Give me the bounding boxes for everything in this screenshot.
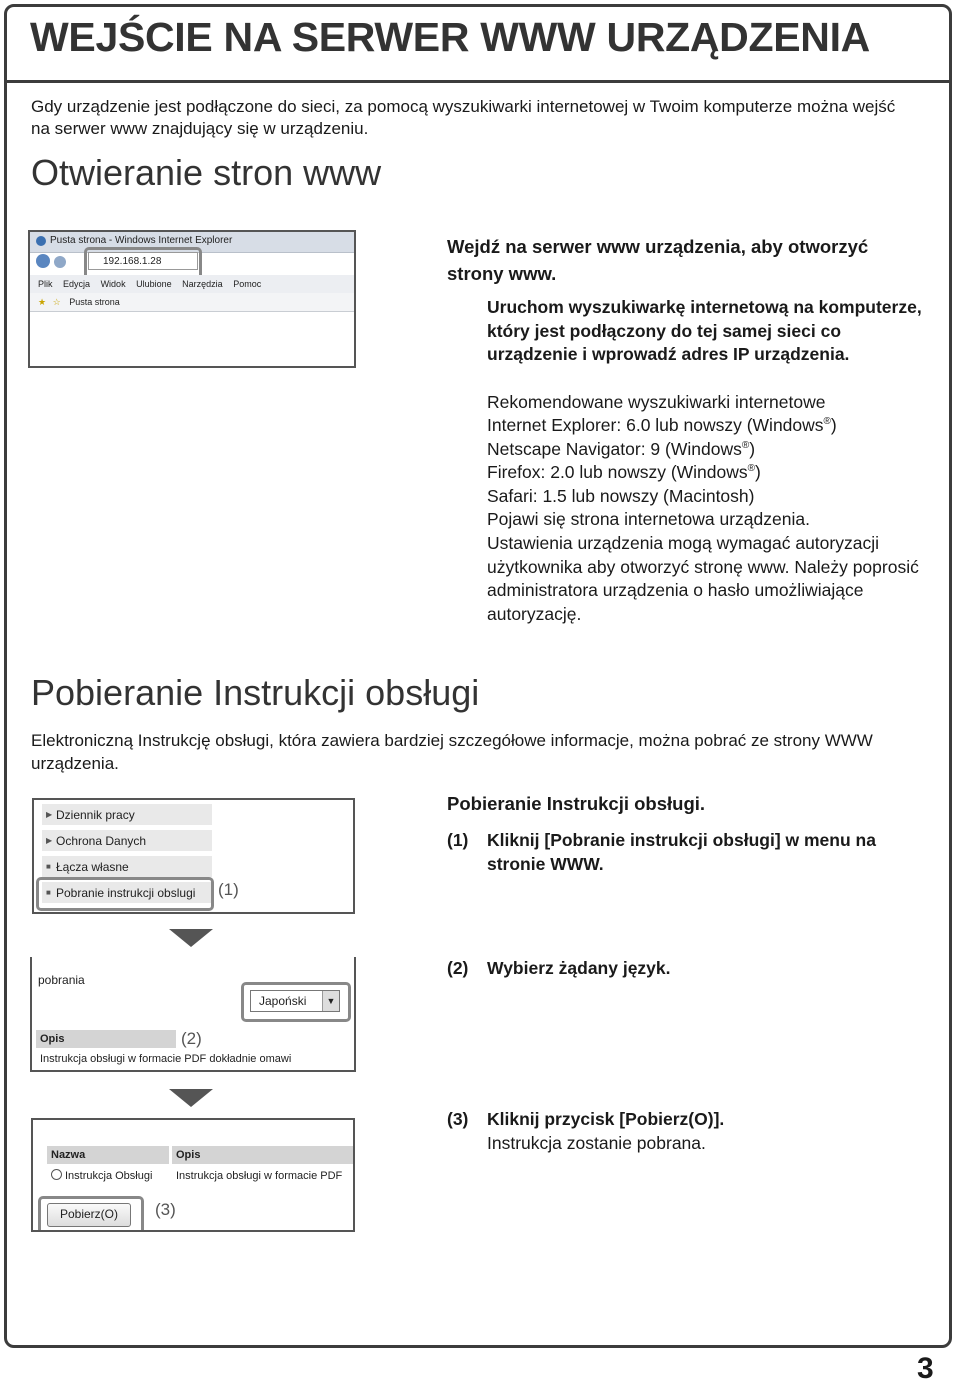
address-value: 192.168.1.28 (103, 256, 162, 267)
browser-window-title: Pusta strona - Windows Internet Explorer (50, 235, 233, 246)
section-heading-open-pages: Otwieranie stron www (31, 152, 382, 193)
column-description: Opis (36, 1030, 176, 1048)
step-text-2: Wybierz żądany język. (487, 958, 671, 978)
step-number-1: (1) (447, 830, 469, 850)
square-icon: ■ (46, 888, 51, 897)
language-select: Japoński ▼ (250, 990, 340, 1012)
step-text-3: Kliknij przycisk [Pobierz(O)]. (487, 1109, 725, 1129)
back-icon (36, 254, 50, 268)
download-label: pobrania (38, 973, 85, 987)
square-icon: ■ (46, 862, 51, 871)
intro-text: Gdy urządzenie jest podłączone do sieci, za pomocą wyszukiwarki internetowej w Twoim komputerze można wejść na serwer www znajdujący się w urządzeniu. (31, 97, 896, 138)
step-sub-3: Instrukcja zostanie pobrana. (487, 1133, 706, 1153)
button-highlight (38, 1196, 144, 1232)
step-number-2: (2) (447, 958, 469, 978)
download-button: Pobierz(O) (47, 1203, 131, 1227)
download-intro-text: Elektroniczną Instrukcję obsługi, która zawiera bardziej szczegółowe informacje, można pobrać ze strony WWW urządzenia. (31, 731, 873, 773)
callout-2: (2) (181, 1029, 202, 1048)
table-row: Instrukcja obsługi w formacie PDF dokładnie omawi (40, 1053, 292, 1065)
chevron-down-icon: ▼ (322, 991, 339, 1011)
browser-req-firefox: Firefox: 2.0 lub nowszy (Windows®) (487, 462, 761, 482)
step-title-download: Pobieranie Instrukcji obsługi. (447, 793, 706, 814)
step-number-3: (3) (447, 1109, 469, 1129)
language-highlight (241, 982, 351, 1022)
menu-item: Narzędzia (182, 279, 223, 289)
page-title: WEJŚCIE NA SERWER WWW URZĄDZENIA (30, 14, 870, 60)
table-row: Instrukcja obsługi w formacie PDF (176, 1170, 343, 1182)
note-authorization: Ustawienia urządzenia mogą wymagać autoryzacji użytkownika aby otworzyć stronę www. Należy poprosić administratora urządzenia o hasło umożliwiające autoryzację. (487, 533, 919, 624)
title-divider (7, 80, 949, 83)
column-name: Nazwa (47, 1146, 169, 1164)
forward-icon (54, 256, 66, 268)
column-description: Opis (172, 1146, 355, 1164)
table-row: Instrukcja Obsługi (47, 1167, 169, 1185)
triangle-right-icon: ▶ (46, 836, 53, 845)
menu-item-job-log: ▶ Dziennik pracy (42, 804, 212, 826)
menu-item-download-manual: ■ Pobranie instrukcji obslugi (42, 882, 212, 904)
arrow-down-icon (169, 1089, 213, 1107)
step-instruction-open: Uruchom wyszukiwarkę internetową na komputerze, który jest podłączony do tej samej sieci co urządzenie i wprowadź adres IP urządzenia. (487, 297, 922, 364)
browser-req-safari: Safari: 1.5 lub nowszy (Macintosh) (487, 486, 755, 506)
menu-item: Ulubione (136, 279, 172, 289)
browser-screenshot (28, 230, 356, 368)
step-title-open: Wejdź na serwer www urządzenia, aby otworzyć strony www. (447, 236, 869, 284)
page-number: 3 (917, 1352, 934, 1385)
callout-3: (3) (155, 1200, 176, 1219)
add-favorite-icon: ☆ (52, 297, 61, 307)
browser-menu-bar (30, 275, 354, 293)
menu-item: Plik (38, 279, 53, 289)
menu-item-custom-links: ■ Łącza własne (42, 856, 212, 878)
download-screenshot (31, 1118, 355, 1232)
menu-item-data-protection: ▶ Ochrona Danych (42, 830, 212, 852)
browser-req-ie: Internet Explorer: 6.0 lub nowszy (Windows®) (487, 415, 837, 435)
section-heading-download-manual: Pobieranie Instrukcji obsługi (31, 672, 480, 713)
browser-favorites-bar (30, 293, 354, 312)
browser-req-netscape: Netscape Navigator: 9 (Windows®) (487, 439, 756, 459)
callout-1: (1) (218, 880, 239, 899)
note-page-appears: Pojawi się strona internetowa urządzenia. (487, 509, 810, 529)
recommended-browsers-heading: Rekomendowane wyszukiwarki internetowe (487, 392, 826, 412)
language-screenshot (30, 957, 356, 1072)
step-text-1: Kliknij [Pobranie instrukcji obsługi] w menu na stronie WWW. (487, 830, 876, 874)
radio-icon (51, 1169, 62, 1180)
menu-item: Pomoc (233, 279, 262, 289)
menu-item: Widok (100, 279, 126, 289)
triangle-right-icon: ▶ (46, 810, 53, 819)
menu-screenshot (32, 798, 355, 914)
ie-logo-icon (36, 236, 46, 246)
menu-highlight (36, 877, 214, 911)
menu-item: Edycja (63, 279, 91, 289)
browser-tab-label: Pusta strona (69, 297, 120, 307)
arrow-down-icon (169, 929, 213, 947)
star-icon: ★ (38, 297, 47, 307)
